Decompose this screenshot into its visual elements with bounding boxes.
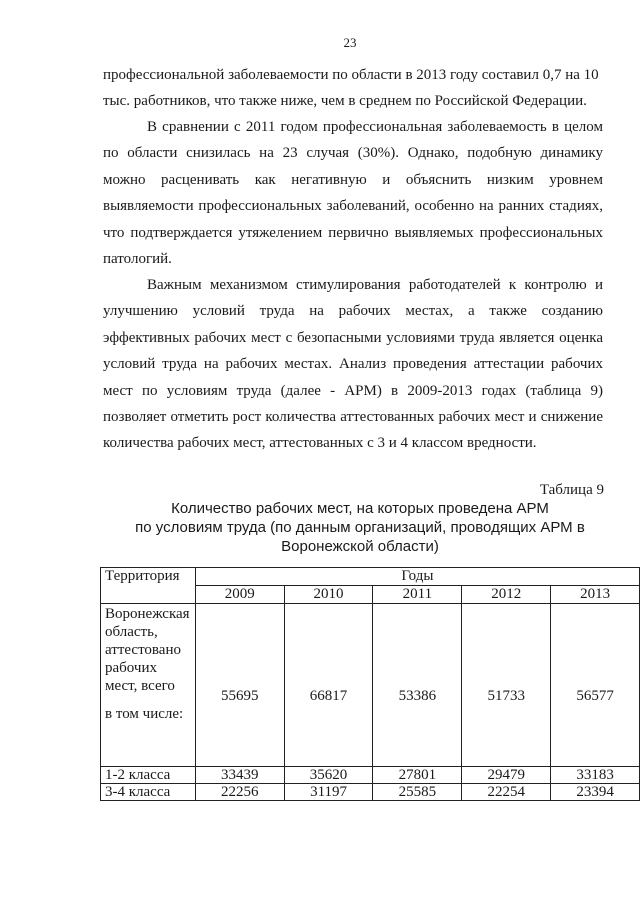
territory-line: аттестовано	[105, 642, 181, 658]
value-cell: 33183	[551, 767, 640, 784]
table-label: Таблица 9	[539, 482, 604, 498]
year-cell: 2010	[284, 586, 373, 604]
value-cell: 31197	[284, 784, 373, 801]
year-cell: 2011	[373, 586, 462, 604]
paragraph-1-line-2: тыс. работников, что также ниже, чем в среднем по Российской Федерации.	[103, 93, 587, 110]
value-cell: 23394	[551, 784, 640, 801]
paragraph-1	[103, 62, 603, 115]
value-cell: 35620	[284, 767, 373, 784]
value-cell: 29479	[462, 767, 551, 784]
value-cell: 25585	[373, 784, 462, 801]
year-cell: 2009	[195, 586, 284, 604]
territory-subnote: в том числе:	[105, 706, 184, 722]
table-row-total	[101, 604, 640, 767]
table-caption-line-2: по условиям труда (по данным организаций, проводящих АРМ в	[135, 519, 585, 536]
value-cell: 51733	[462, 604, 551, 767]
header-years: Годы	[195, 568, 639, 586]
row-label: 1-2 класса	[101, 767, 196, 784]
table-row-class-3-4	[101, 784, 640, 801]
value-cell: 55695	[195, 604, 284, 767]
table-caption	[110, 499, 610, 556]
territory-line: рабочих	[105, 660, 157, 676]
value-cell: 27801	[373, 767, 462, 784]
page-number: 23	[343, 35, 357, 50]
value-cell: 22256	[195, 784, 284, 801]
data-table	[100, 567, 640, 801]
value-cell: 66817	[284, 604, 373, 767]
value-cell: 56577	[551, 604, 640, 767]
table-caption-line-3: Воронежской области)	[281, 538, 439, 555]
territory-line: Воронежская	[105, 606, 190, 622]
paragraph-2: В сравнении с 2011 годом профессиональная заболеваемость в целом по области снизилась на 23 случая (30%). Однако, подобную динамику можно расценивать как негативную и объяснить низким уровнем выявляемости профессиональных заболеваний, особенно на ранних стадиях, что подтверждается утяжелением первично выявляемых профессиональных патологий.	[103, 119, 603, 268]
value-cell: 33439	[195, 767, 284, 784]
year-cell: 2013	[551, 586, 640, 604]
row-label: 3-4 класса	[101, 784, 196, 801]
paragraph-1-line-1: профессиональной заболеваемости по области в 2013 году составил 0,7 на 10	[103, 67, 599, 83]
territory-line: мест, всего	[105, 678, 175, 694]
table-header-row	[101, 568, 640, 586]
year-cell: 2012	[462, 586, 551, 604]
header-territory: Территория	[101, 568, 196, 604]
paragraph-3: Важным механизмом стимулирования работодателей к контролю и улучшению условий труда на рабочих местах, а также созданию эффективных рабочих мест с безопасными условиями труда является оценка условий труда на рабочих местах. Анализ проведения аттестации рабочих мест по условиям труда (далее - АРМ) в 2009-2013 годах (таблица 9) позволяет отметить рост количества аттестованных рабочих мест и снижение количества рабочих мест, аттестованных с 3 и 4 классом вредности.	[103, 277, 603, 452]
territory-cell	[101, 604, 196, 767]
value-cell: 53386	[373, 604, 462, 767]
table-caption-line-1: Количество рабочих мест, на которых проведена АРМ	[171, 500, 549, 517]
value-cell: 22254	[462, 784, 551, 801]
table-row-class-1-2	[101, 767, 640, 784]
territory-line: область,	[105, 624, 158, 640]
